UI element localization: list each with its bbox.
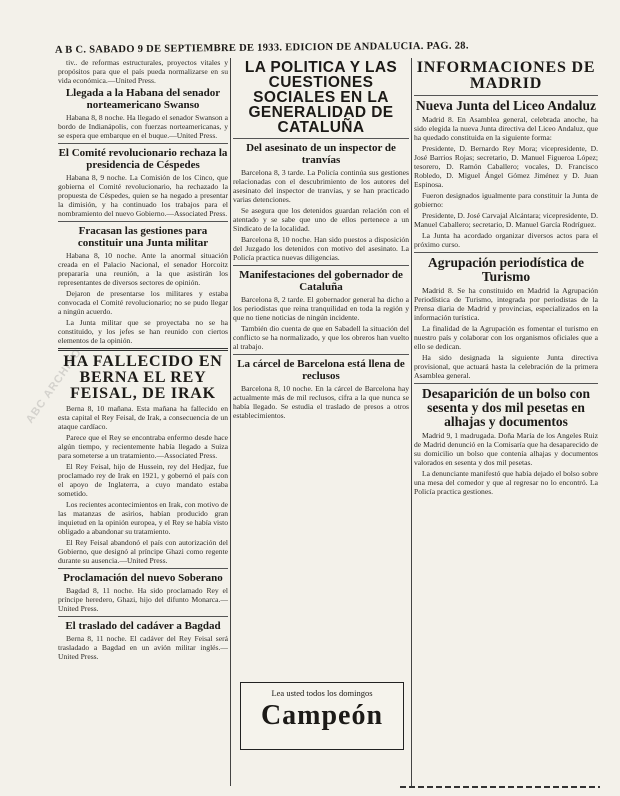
article-text: Los recientes acontecimientos en Irak, con motivo de las matanzas de asirios, habían producido gran inquietud en la opinión europea, y el Rey se había visto obligado a abandonar su tratamiento.: [58, 500, 228, 536]
subhead-gobernador: Manifestaciones del gobernador de Cataluña: [239, 269, 403, 293]
divider: [58, 143, 228, 144]
divider: [233, 138, 409, 139]
subhead-liceo: Nueva Junta del Liceo Andaluz: [415, 98, 597, 113]
footer-rule: [400, 786, 600, 788]
article-text: Se asegura que los detenidos guardan relación con el atentado y se sabe que uno de ellos pertenece a un Sindicato de la localidad.: [233, 206, 409, 233]
article-text: El Rey Feisal abandonó el país con autorización del Gobierno, que designó al príncipe Ghazi como regente durante su ausencia.—United Press.: [58, 538, 228, 565]
article-text: Barcelona 8, 3 tarde. La Policía continúa sus gestiones relacionadas con el descubrimiento de los autores del asesinato del inspector de tranvías, y se han practicado varias detenciones.: [233, 168, 409, 204]
divider: [233, 265, 409, 266]
divider: [58, 568, 228, 569]
article-text: Habana 8, 10 noche. Ante la anormal situación creada en el Palacio Nacional, el senador Horcoitz prepararía una reunión, a la que asistirán los representantes de diversos sectores de opinión.: [58, 251, 228, 287]
headline-swanson: Llegada a la Habana del senador norteamericano Swanso: [65, 87, 221, 111]
campeon-advertisement: [240, 682, 404, 750]
divider: [414, 95, 598, 96]
article-text: Ha sido designada la siguiente Junta directiva provisional, que actuará hasta la celebración de la primera Asamblea general.: [414, 353, 598, 380]
article-text: Madrid 8. Se ha constituido en Madrid la Agrupación Periodística de Turismo, integrada por periodistas de la Prensa diaria de Madrid y provincias, especializados en la información turística.: [414, 286, 598, 322]
divider: [414, 252, 598, 253]
headline-feisal: HA FALLECIDO EN BERNA EL REY FEISAL, DE IRAK: [63, 353, 223, 402]
ad-tagline: Lea usted todos los domingos: [271, 688, 373, 698]
headline-traslado: El traslado del cadáver a Bagdad: [65, 620, 221, 632]
article-text: tiv.. de reformas estructurales, proyectos vitales y propósitos para que el país pueda normalizarse en su vida económica.—United Press.: [58, 58, 228, 85]
divider: [233, 354, 409, 355]
divider: [58, 348, 228, 351]
column-divider: [411, 58, 412, 786]
subhead-bolso: Desaparición de un bolso con sesenta y dos mil pesetas en alhajas y documentos: [421, 386, 591, 429]
article-text: Dejaron de presentarse los militares y estaba convocada el Comité revolucionario; no se pudo llegar a ningún acuerdo.: [58, 289, 228, 316]
subhead-carcel: La cárcel de Barcelona está llena de reclusos: [237, 358, 405, 382]
column-1: [58, 58, 228, 788]
article-text: También dio cuenta de que en Sabadell la situación del conflicto se ha normalizado, y que los obreros han vuelto al trabajo.: [233, 324, 409, 351]
article-text: Barcelona 8, 10 noche. Han sido puestos a disposición del Juzgado los detenidos con motivo del asesinato. La Policía practica nuevas diligencias.: [233, 235, 409, 262]
article-text: El Rey Feisal, hijo de Hussein, rey del Hedjaz, fue proclamado rey de Irak en 1921, y gobernó el país con el apoyo de Inglaterra, a cuyo mandato estaba sometido.: [58, 462, 228, 498]
column-divider: [230, 58, 231, 786]
article-text: Habana 8, 9 noche. La Comisión de los Cinco, que gobierna el Comité revolucionario, ha rechazado la propuesta de Céspedes, quien se ha negado a presentar la dimisión, y ha continuado los trabajos para el nombramiento del nuevo Gobierno.—Associated Press.: [58, 173, 228, 218]
article-text: Barcelona 8, 2 tarde. El gobernador general ha dicho a los periodistas que reina tranquilidad en toda la región y que no tiene noticias de ningún incidente.: [233, 295, 409, 322]
article-text: Fueron designados igualmente para constituir la Junta de gobierno:: [414, 191, 598, 209]
subhead-inspector: Del asesinato de un inspector de tranvías: [246, 142, 396, 166]
article-text: Habana 8, 8 noche. Ha llegado el senador Swanson a bordo de Indianápolis, con fuerzas norteamericanas, y se espera que embarque en el buque.—United Press.: [58, 113, 228, 140]
article-text: La Junta militar que se proyectaba no se ha constituido, y los jefes se han reunido con ciertos elementos de la opinión.: [58, 318, 228, 345]
headline-madrid: INFORMACIONES DE MADRID: [416, 59, 596, 92]
headline-proclamacion: Proclamación del nuevo Soberano: [63, 572, 223, 584]
headline-comite: El Comité revolucionario rechaza la presidencia de Céspedes: [58, 147, 228, 171]
divider: [58, 221, 228, 222]
ad-title: Campeón: [260, 700, 384, 731]
article-text: Barcelona 8, 10 noche. En la cárcel de Barcelona hay actualmente más de mil reclusos, cifra a la que nunca se había llegado. Se estudia el traslado de presos a otros establecimientos.: [233, 384, 409, 420]
article-text: Parece que el Rey se encontraba enfermo desde hace algún tiempo, y recientemente había llegado a Suiza para someterse a un tratamiento.—Associated Press.: [58, 433, 228, 460]
article-text: Presidente, D. José Carvajal Alcántara; vicepresidente, D. Manuel Caballero; secretario, D. Manuel García Rodríguez.: [414, 211, 598, 229]
article-text: Madrid 9, 1 madrugada. Doña María de los Angeles Ruiz de Madrid denunció en la Comisaría que ha desaparecido de su domicilio un bolso que contenía alhajas y documentos valorados en sesenta y dos mil pesetas.: [414, 431, 598, 467]
page-header: A B C. SABADO 9 DE SEPTIEMBRE DE 1933. EDICION DE ANDALUCIA. PAG. 28.: [54, 40, 469, 56]
divider: [414, 383, 598, 384]
archive-watermark: ABC ARCHIVO: [23, 346, 85, 426]
headline-junta-militar: Fracasan las gestiones para constituir una Junta militar: [77, 225, 209, 249]
article-text: Madrid 8. En Asamblea general, celebrada anoche, ha sido elegida la nueva Junta directiva del Liceo Andaluz, que ha quedado constituida en la siguiente forma:: [414, 115, 598, 142]
article-text: La Junta ha acordado organizar diversos actos para el próximo curso.: [414, 231, 598, 249]
article-text: Berna 8, 11 noche. El cadáver del Rey Feisal será trasladado a Bagdad en un avión militar inglés.—United Press.: [58, 634, 228, 661]
article-text: La finalidad de la Agrupación es fomentar el turismo en nuestro país y colaborar con los organismos oficiales que a ello se dedican.: [414, 324, 598, 351]
article-text: La denunciante manifestó que había dejado el bolso sobre una mesa del comedor y que al regresar no lo encontró. La Policía practica gestiones.: [414, 469, 598, 496]
column-2: [233, 58, 409, 788]
subhead-turismo: Agrupación periodística de Turismo: [427, 255, 584, 284]
divider: [58, 616, 228, 617]
article-text: Presidente, D. Bernardo Rey Mora; vicepresidente, D. José Barrios Rojas; secretario, D. Manuel Figueroa López; tesorero, D. Ramón Caballero; vocales, D. Francisco Robledo, D. Miguel Ángel Gómez Jiménez y D. Juan Espinosa.: [414, 144, 598, 189]
article-text: Berna 8, 10 mañana. Esta mañana ha fallecido en esta capital el Rey Feisal, de Irak, a consecuencia de un ataque cardíaco.: [58, 404, 228, 431]
article-text: Bagdad 8, 11 noche. Ha sido proclamado Rey el príncipe heredero, Ghazi, hijo del difunto Monarca.—United Press.: [58, 586, 228, 613]
headline-cataluna: LA POLITICA Y LAS CUESTIONES SOCIALES EN LA GENERALIDAD DE CATALUÑA: [244, 59, 398, 136]
column-3: [414, 58, 598, 788]
